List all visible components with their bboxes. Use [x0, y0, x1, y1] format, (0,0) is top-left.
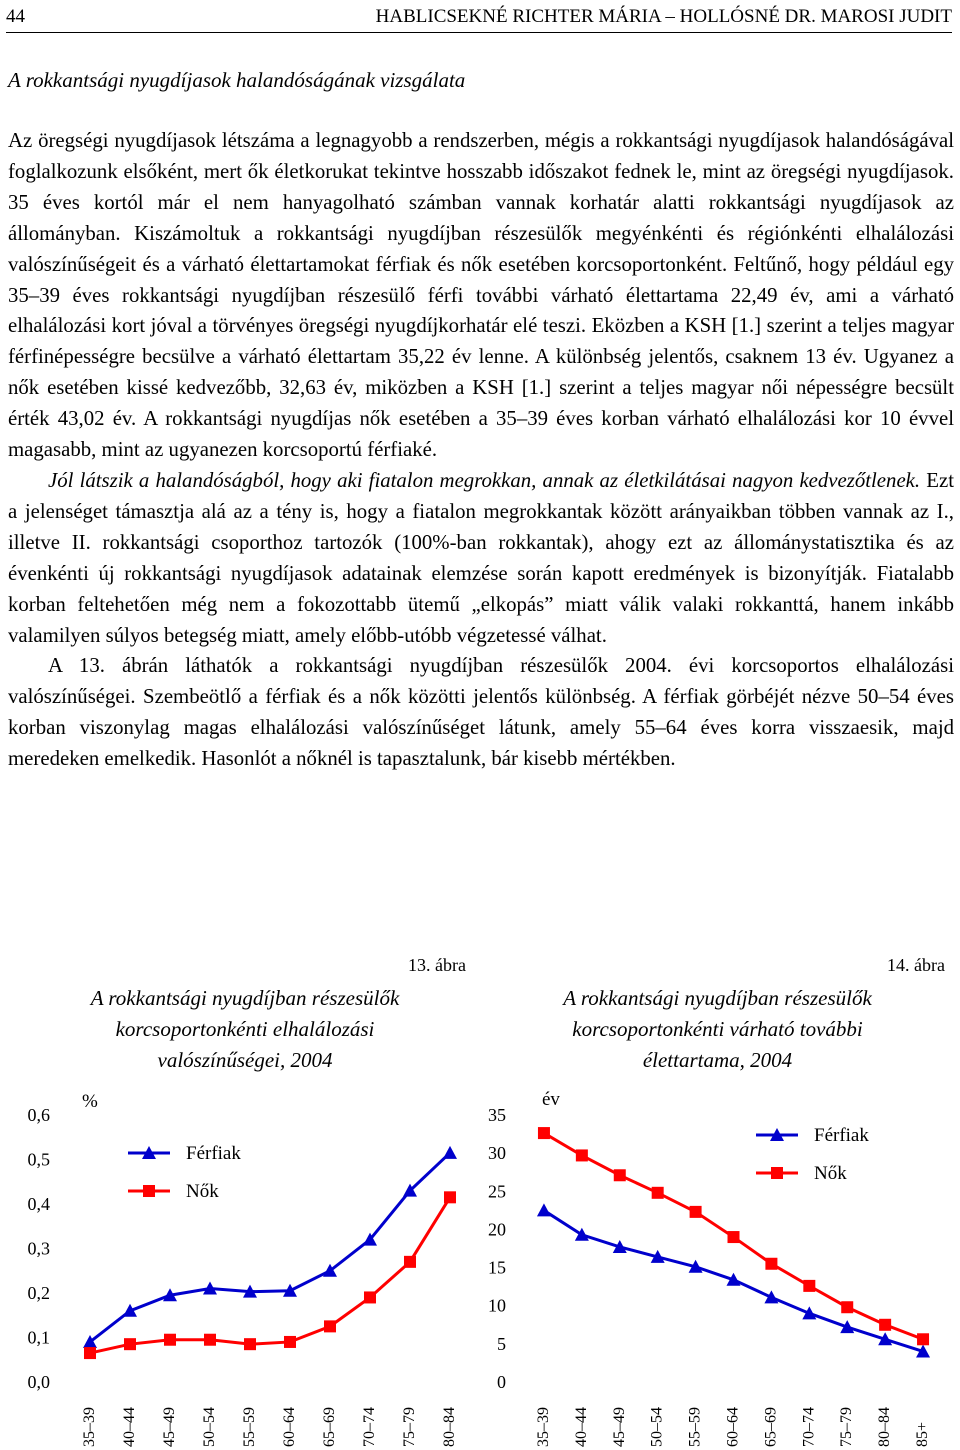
y-tick-label: 0,3 [27, 1238, 50, 1259]
y-tick-label: 0,0 [27, 1372, 50, 1392]
data-point [537, 1203, 551, 1216]
data-point [364, 1291, 376, 1303]
legend-label: Nők [814, 1163, 847, 1184]
y-tick-label: 0,2 [27, 1283, 50, 1303]
data-point [652, 1187, 664, 1199]
y-tick-label: 0,5 [27, 1149, 50, 1170]
figure-13-title-line: A rokkantsági nyugdíjban részesülők [90, 986, 400, 1010]
data-point [204, 1334, 216, 1346]
paragraph-2 [8, 466, 954, 651]
x-tick-label: 50–54 [201, 1407, 218, 1447]
data-point [803, 1280, 815, 1292]
data-point [284, 1336, 296, 1348]
legend-label: Nők [186, 1181, 219, 1202]
x-tick-label: 70–74 [361, 1407, 378, 1447]
section-title: A rokkantsági nyugdíjasok halandóságának vizsgálata [8, 68, 466, 92]
x-tick-label: 35–39 [81, 1407, 98, 1447]
y-tick-label: 30 [488, 1143, 506, 1164]
x-tick-label: 75–79 [401, 1407, 418, 1447]
x-tick-label: 80–84 [876, 1407, 894, 1447]
figure-13-label: 13. ábra [408, 955, 466, 975]
x-tick-label: 65–69 [321, 1407, 338, 1447]
data-point [879, 1319, 891, 1331]
body-text [8, 126, 954, 775]
figure-13-title [10, 983, 480, 1076]
y-tick-label: 5 [497, 1333, 506, 1354]
data-point [444, 1191, 456, 1203]
series-line-ferfiak [90, 1153, 450, 1342]
data-point [443, 1146, 457, 1159]
y-tick-label: 0,1 [27, 1327, 50, 1348]
data-point [728, 1231, 740, 1243]
x-tick-label: 40–44 [572, 1407, 590, 1447]
x-tick-label: 65–69 [762, 1407, 780, 1447]
data-point [690, 1206, 702, 1218]
figure-14-label: 14. ábra [887, 955, 945, 975]
y-tick-label: 35 [488, 1105, 506, 1125]
figure-14-title-line: élettartama, 2004 [642, 1048, 793, 1072]
x-tick-label: 85+ [914, 1421, 932, 1447]
data-point [404, 1256, 416, 1268]
figure-13-title-line: valószínűségei, 2004 [157, 1048, 333, 1072]
data-point [324, 1320, 336, 1332]
y-tick-label: 20 [488, 1219, 506, 1240]
x-tick-label: 70–74 [800, 1407, 818, 1447]
page-header [6, 2, 952, 33]
x-tick-label: 60–64 [281, 1407, 298, 1447]
running-title: HABLICSEKNÉ RICHTER MÁRIA – HOLLÓSNÉ DR. MAROSI JUDIT [375, 6, 952, 27]
x-tick-label: 60–64 [724, 1407, 742, 1447]
page-number: 44 [6, 6, 25, 27]
series-line-nok [90, 1197, 450, 1353]
paragraph-2-text: Ezt a jelenséget támasztja alá az a tény is, hogy a fiatalon megrokkantak között arányaikban többen vannak az I., illetve II. rokkantsági csoporthoz tartozók (100%-ban rokkantak), ahogy ezt az állománystatisztika és az évenkénti új rokkantsági nyugdíjasok adatainak elemzése során kapott eredmények is bizonyítják. Fiatalabb korban feltehetően még nem a fokozottabb ütemű „elkopás” miatt válik valaki rokkanttá, hanem inkább valamilyen súlyos betegség miatt, amely előbb-utóbb végzetessé válhat. [8, 468, 954, 647]
y-tick-label: 10 [488, 1295, 506, 1316]
data-point [124, 1338, 136, 1350]
y-tick-label: 0 [497, 1372, 506, 1392]
x-tick-label: 50–54 [648, 1407, 666, 1447]
data-point [244, 1338, 256, 1350]
x-tick-label: 35–39 [534, 1407, 552, 1447]
data-point [841, 1301, 853, 1313]
y-tick-label: 15 [488, 1257, 506, 1278]
data-point [576, 1149, 588, 1161]
x-tick-label: 45–49 [161, 1407, 178, 1447]
data-point [538, 1127, 550, 1139]
legend-label: Férfiak [186, 1143, 241, 1164]
mortality-probability-chart [0, 1085, 480, 1450]
data-point [614, 1169, 626, 1181]
x-tick-label: 80–84 [441, 1407, 458, 1447]
x-tick-label: 40–44 [121, 1407, 138, 1447]
y-tick-label: 25 [488, 1181, 506, 1202]
figure-14-title-line: A rokkantsági nyugdíjban részesülők [563, 986, 872, 1010]
figure-14-title [480, 983, 955, 1076]
x-tick-label: 45–49 [610, 1407, 628, 1447]
paragraph-3: A 13. ábrán láthatók a rokkantsági nyugdíjban részesülők 2004. évi korcsoportos elhalálozási valószínűségei. Szembeötlő a férfiak és a nők közötti jelentős különbség. A férfiak görbéjét nézve 50–54 éves korban viszonylag magas elhalálozási valószínűséget látunk, amely 55–64 éves korra visszaesik, majd meredeken emelkedik. Hasonlót a nőknél is tapasztalunk, bár kisebb mértékben. [8, 654, 954, 771]
paragraph-1: Az öregségi nyugdíjasok létszáma a legnagyobb a rendszerben, mégis a rokkantsági nyugdíjasok halandóságával foglalkozunk elsőként, mert ők életkorukat tekintve hosszabb időszakot fednek le, mint az öregségi nyugdíjasok. 35 éves kortól már el nem hanyagolható számban vannak korhatár alatti rokkantsági nyugdíjasok az állományban. Kiszámoltuk a rokkantsági nyugdíjban részesülők megyénkénti és régiónkénti elhalálozási valószínűségeit és a várható élettartamokat férfiak és nők esetében korcsoportonként. Feltűnő, hogy például egy 35–39 éves rokkantsági nyugdíjban részesülő férfi további várható élettartama 22,49 év, ami a várható elhalálozási kort jóval a törvényes öregségi nyugdíjkorhatár elé teszi. Eközben a KSH [1.] szerint a teljes magyar férfinépességre becsülve a várható élettartam 35,22 év lenne. A különbség jelentős, csaknem 13 év. Ugyanez a nők esetében kissé kedvezőbb, 32,63 év, miközben a KSH [1.] szerint a teljes magyar női népességre becsült érték 43,02 év. A rokkantsági nyugdíjas nők esetében a 35–39 éves korban várható elhalálozási kor 10 évvel magasabb, mint az ugyanezen korcsoportú férfiaké. [8, 129, 954, 462]
legend-marker [771, 1167, 783, 1179]
data-point [164, 1334, 176, 1346]
legend-marker [143, 1185, 155, 1197]
y-tick-label: 0,6 [27, 1105, 50, 1125]
y-axis-unit-label: év [542, 1089, 560, 1110]
life-expectancy-chart [480, 1085, 960, 1450]
data-point [84, 1347, 96, 1359]
legend-label: Férfiak [814, 1125, 869, 1146]
x-tick-label: 55–59 [686, 1407, 704, 1447]
y-axis-unit-label: % [82, 1091, 98, 1112]
data-point [765, 1258, 777, 1270]
x-tick-label: 55–59 [241, 1407, 258, 1447]
data-point [917, 1333, 929, 1345]
y-tick-label: 0,4 [27, 1194, 50, 1214]
data-point [575, 1228, 589, 1241]
data-point [764, 1290, 778, 1303]
x-tick-label: 75–79 [838, 1407, 856, 1447]
figure-13-title-line: korcsoportonkénti elhalálozási [115, 1017, 375, 1041]
figure-14-title-line: korcsoportonkénti várható további [572, 1017, 863, 1041]
paragraph-2-emphasis: Jól látszik a halandóságból, hogy aki fiatalon megrokkan, annak az életkilátásai nagyon kedvezőtlenek. [48, 468, 921, 492]
